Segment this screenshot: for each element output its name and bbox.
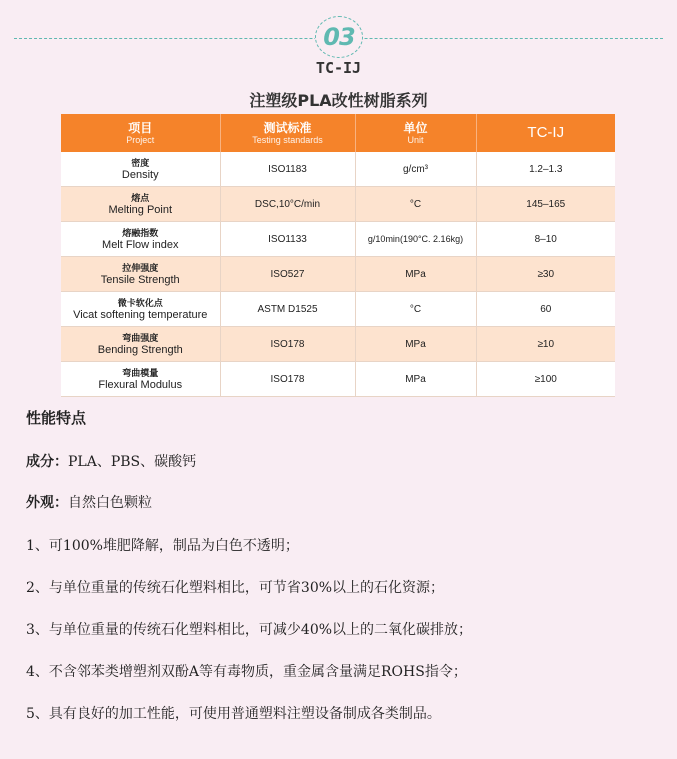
cell-project	[61, 362, 220, 397]
cell-project	[61, 327, 220, 362]
feature-item: 3、与单位重量的传统石化塑料相比，可减少40%以上的二氧化碳排放；	[26, 622, 473, 638]
project-zh: 弯曲模量	[122, 367, 159, 378]
project-zh: 熔点	[131, 192, 150, 203]
cell-value: ≥100	[476, 362, 615, 397]
cell-unit: °C	[355, 187, 476, 222]
table-row	[61, 152, 615, 187]
project-en: Flexural Modulus	[98, 378, 183, 391]
section-number-badge	[315, 16, 363, 58]
cell-value: ≥30	[476, 257, 615, 292]
cell-standard: ISO178	[220, 327, 355, 362]
table-row	[61, 327, 615, 362]
table-row	[61, 362, 615, 397]
cell-value: 145–165	[476, 187, 615, 222]
cell-project	[61, 292, 220, 327]
header-project-en: Project	[126, 134, 155, 145]
table-row	[61, 187, 615, 222]
header-standard-zh: 测试标准	[263, 120, 312, 135]
cell-value: 8–10	[476, 222, 615, 257]
cell-unit: g/10min(190°C. 2.16kg)	[355, 222, 476, 257]
cell-project	[61, 257, 220, 292]
product-title: 注塑级PLA改性树脂系列	[249, 91, 428, 110]
cell-standard: ISO527	[220, 257, 355, 292]
composition-value: PLA、PBS、碳酸钙	[68, 454, 197, 470]
cell-value: ≥10	[476, 327, 615, 362]
header-unit-zh: 单位	[403, 120, 428, 135]
cell-standard: ASTM D1525	[220, 292, 355, 327]
header-value-label: TC-IJ	[527, 124, 565, 141]
cell-unit: °C	[355, 292, 476, 327]
cell-standard: ISO1183	[220, 152, 355, 187]
table-header-row	[61, 114, 615, 152]
table-row	[61, 292, 615, 327]
cell-value: 1.2–1.3	[476, 152, 615, 187]
cell-unit: MPa	[355, 257, 476, 292]
project-zh: 熔融指数	[122, 227, 159, 238]
product-code: TC-IJ	[315, 59, 362, 77]
section-number: 03	[323, 23, 355, 51]
cell-unit: g/cm³	[355, 152, 476, 187]
header-unit-en: Unit	[407, 134, 424, 145]
project-en: Melt Flow index	[102, 238, 179, 251]
project-en: Melting Point	[108, 203, 173, 216]
appearance-line	[26, 492, 152, 512]
header-project	[61, 114, 220, 152]
composition-line	[26, 451, 196, 471]
header-project-zh: 项目	[128, 120, 153, 135]
project-zh: 微卡软化点	[117, 297, 163, 308]
composition-label: 成分：	[26, 454, 68, 470]
cell-unit: MPa	[355, 327, 476, 362]
header-standard	[220, 114, 355, 152]
project-zh: 弯曲强度	[122, 332, 159, 343]
header-value	[476, 114, 615, 152]
cell-unit: MPa	[355, 362, 476, 397]
header-standard-en: Testing standards	[252, 134, 323, 145]
table-row	[61, 222, 615, 257]
project-zh: 拉伸强度	[122, 262, 159, 273]
project-zh: 密度	[131, 157, 150, 168]
project-en: Vicat softening temperature	[73, 308, 208, 321]
cell-project	[61, 222, 220, 257]
spec-table	[61, 114, 615, 397]
project-en: Tensile Strength	[100, 273, 180, 286]
table-row	[61, 257, 615, 292]
feature-item: 5、具有良好的加工性能，可使用普通塑料注塑设备制成各类制品。	[26, 706, 441, 722]
cell-value: 60	[476, 292, 615, 327]
feature-item: 4、不含邻苯类增塑剂双酚A等有毒物质，重金属含量满足ROHS指令；	[26, 664, 467, 680]
feature-item: 1、可100%堆肥降解，制品为白色不透明；	[26, 538, 299, 554]
project-en: Bending Strength	[97, 343, 183, 356]
appearance-label: 外观：	[26, 495, 68, 511]
cell-project	[61, 187, 220, 222]
header-unit	[355, 114, 476, 152]
feature-item: 2、与单位重量的传统石化塑料相比，可节省30%以上的石化资源；	[26, 580, 445, 596]
cell-standard: DSC,10°C/min	[220, 187, 355, 222]
cell-project	[61, 152, 220, 187]
project-en: Density	[121, 168, 159, 181]
appearance-value: 自然白色颗粒	[68, 495, 152, 511]
features-title: 性能特点	[26, 409, 87, 427]
cell-standard: ISO178	[220, 362, 355, 397]
cell-standard: ISO1133	[220, 222, 355, 257]
